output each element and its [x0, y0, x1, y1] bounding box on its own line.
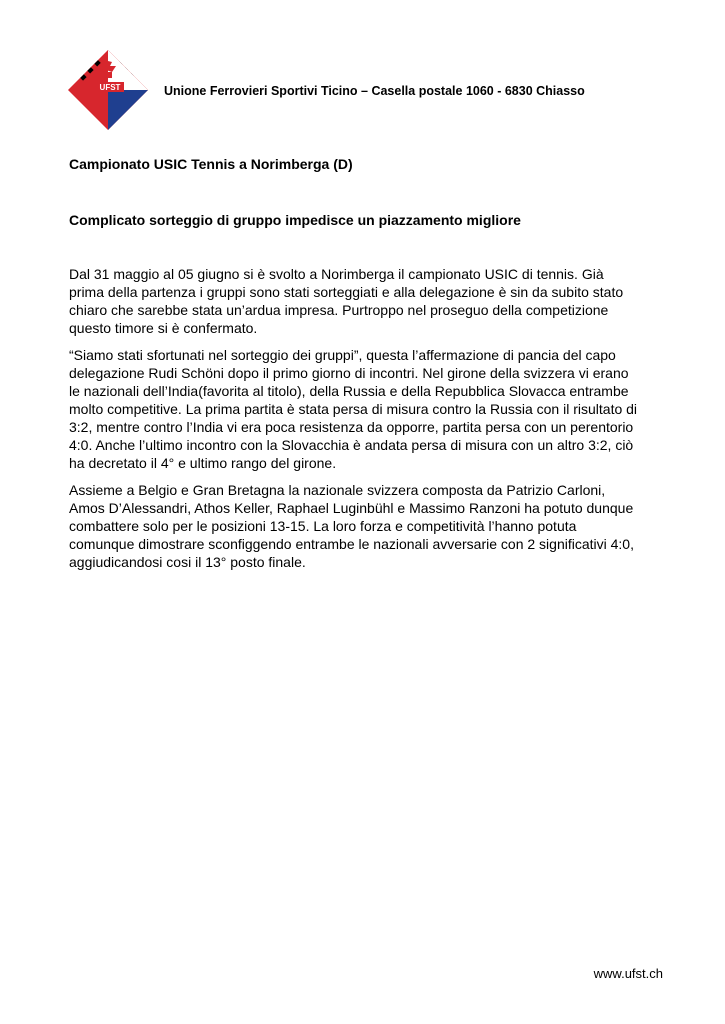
line: 4:0. Anche l’ultimo incontro con la Slovacchia è andata persa di misura con un altro 3:2, ciò [69, 437, 634, 453]
line: Dal 31 maggio al 05 giugno si è svolto a Norimberga il campionato USIC di tennis. Già [69, 266, 604, 282]
article-subtitle: Complicato sorteggio di gruppo impedisce un piazzamento migliore [69, 212, 521, 228]
line: prima della partenza i gruppi sono stati sorteggiati e alla delegazione è sin da subito stato [69, 284, 624, 300]
line: Assieme a Belgio e Gran Bretagna la nazionale svizzera composta da Patrizio Carloni, [69, 482, 606, 498]
logo-text: UFST [99, 83, 121, 92]
paragraph-3 [69, 481, 669, 571]
organization-address: Unione Ferrovieri Sportivi Ticino – Casella postale 1060 - 6830 Chiasso [164, 84, 585, 98]
line: comunque dimostrare sconfiggendo entrambe le nazionali avversarie con 2 significativi 4:0, [69, 536, 634, 552]
line: delegazione Rudi Schöni dopo il primo giorno di incontri. Nel girone della svizzera vi erano [69, 365, 629, 381]
ufst-logo-graphic [66, 48, 150, 132]
ufst-logo [66, 48, 150, 132]
line: molto competitive. La prima partita è stata persa di misura contro la Russia con il risultato di [69, 401, 638, 417]
article-body [69, 265, 669, 580]
line: chiaro che sarebbe stata un’ardua impresa. Purtroppo nel proseguo della competizione [69, 302, 609, 318]
line: le nazionali dell’India(favorita al titolo), della Russia e della Repubblica Slovacca entrambe [69, 383, 629, 399]
footer-website: www.ufst.ch [593, 966, 663, 981]
line: 3:2, mentre contro l’India vi era poca resistenza da opporre, partita persa con un perentorio [69, 419, 634, 435]
paragraph-2 [69, 346, 669, 472]
line: “Siamo stati sfortunati nel sorteggio dei gruppi”, questa l’affermazione di pancia del capo [69, 347, 616, 363]
line: aggiudicandosi cosi il 13° posto finale. [69, 554, 306, 570]
line: questo timore si è confermato. [69, 320, 258, 336]
line: Amos D’Alessandri, Athos Keller, Raphael Luginbühl e Massimo Ranzoni ha potuto dunque [69, 500, 634, 516]
line: ha decretato il 4° e ultimo rango del girone. [69, 455, 337, 471]
page-title: Campionato USIC Tennis a Norimberga (D) [69, 156, 353, 172]
line: combattere solo per le posizioni 13-15. La loro forza e competitività l’hanno potuta [69, 518, 577, 534]
paragraph-1 [69, 265, 669, 337]
